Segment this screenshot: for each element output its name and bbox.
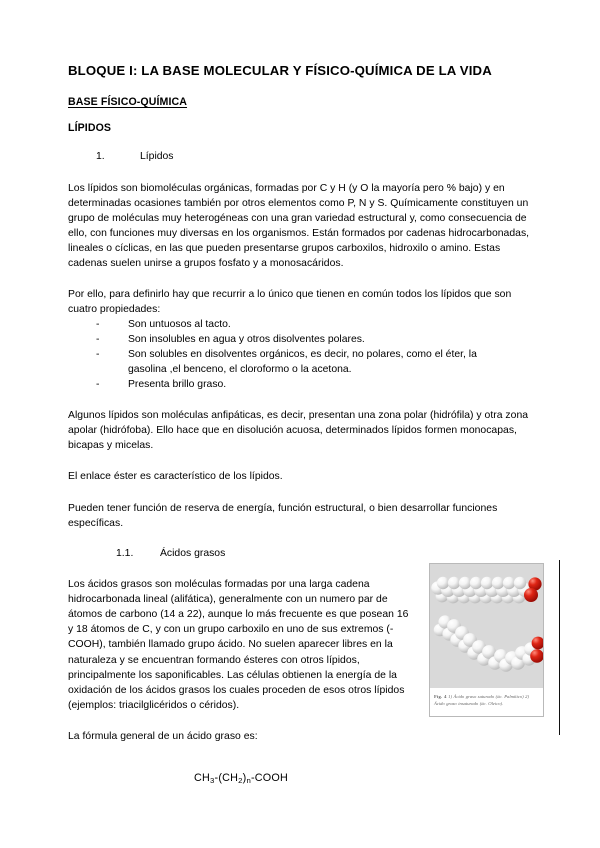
figure-caption-text: 1) Ácido graso saturado (ác. Palmítico) 2) Ácido graso insaturado (ác. Oleico). — [434, 694, 530, 707]
properties-list — [68, 317, 536, 392]
list-bullet-dash: - — [96, 319, 100, 331]
numbered-item-1-1 — [68, 547, 536, 562]
section-heading-base-fisico-quimica: BASE FÍSICO-QUÍMICA — [68, 96, 188, 109]
space-filling-molecule-diagram — [430, 564, 543, 688]
list-item-text: Son insolubles en agua y otros disolventes polares. — [128, 334, 365, 346]
numbered-item-1-number: 1. — [96, 151, 105, 163]
paragraph-enlace-ester: El enlace éster es característico de los lípidos. — [68, 471, 283, 483]
list-item-text: Presenta brillo graso. — [128, 379, 227, 391]
paragraph-cuatro-propiedades: Por ello, para definirlo hay que recurrir a lo único que tienen en común todos los lípidos que son cuatro propiedades: — [68, 289, 512, 316]
numbered-item-1 — [68, 150, 536, 165]
paragraph-acidos-grasos: Los ácidos grasos son moléculas formadas por una larga cadena hidrocarbonada lineal (alifática), generalmente con un numero par de átomos de carbono (14 a 22), aunque lo más frecuente es que posean 16 y 18 átomos de C, y con un grupo carboxilo en uno de sus extremos (-COOH), también llamado grupo ácido. No suelen aparecer libres en la naturaleza y se encuentran formando ésteres con otros lípidos, principalmente los saponificables. Las células obtienen la energía de la oxidación de los ácidos grasos los cuales proceden de esos otros lípidos (ejemplos: triacilglicéridos o céridos). — [68, 579, 409, 711]
paragraph-lipidos-definicion: Los lípidos son biomoléculas orgánicas, formadas por C y H (y O la mayoría pero % bajo) y en determinadas ocasiones también por otros elementos como P, N y S. Químicamente constituyen un grupo de moléculas muy heterogéneas con una gran variedad estructural y, como consecuencia de ello, con funciones muy diversas en los organismos. Están formados por cadenas hidrocarbonadas, lineales o cíclicas, en las que pueden presentarse grupos carboxilos, hidroxilo o amino. Estas cadenas suelen unirse a grupos fosfato y a monosacáridos. — [68, 182, 530, 270]
list-bullet-dash: - — [96, 379, 100, 391]
formula-subscript-3: 3 — [210, 775, 215, 785]
list-item — [96, 347, 536, 377]
acidos-grasos-text-column — [68, 577, 416, 743]
list-item-text: Son untuosos al tacto. — [128, 319, 231, 331]
paragraph-anfipaticas: Algunos lípidos son moléculas anfipáticas, es decir, presentan una zona polar (hidrófila) y otra zona apolar (hidrófoba). Ello hace que en disolución acuosa, determinados lípidos formen monocapas, bicapas y micelas. — [68, 410, 529, 452]
formula-subscript-n: n — [246, 775, 251, 785]
paragraph-formula-intro: La fórmula general de un ácido graso es: — [68, 730, 258, 742]
list-item-text: Son solubles en disolventes orgánicos, es decir, no polares, como el éter, la gasolina ,el benceno, el cloroformo o la acetona. — [128, 349, 477, 376]
formula-part-ch2-open: -(CH — [214, 771, 239, 784]
numbered-item-1-1-number: 1.1. — [116, 547, 134, 559]
list-bullet-dash: - — [96, 334, 100, 346]
figure-image-molecule-models — [430, 564, 543, 688]
list-item — [96, 317, 536, 332]
topic-heading-lipidos: LÍPIDOS — [68, 122, 112, 135]
list-bullet-dash: - — [96, 349, 100, 361]
formula-subscript-2: 2 — [238, 775, 243, 785]
list-item — [96, 377, 536, 392]
formula-part-cooh: -COOH — [250, 771, 288, 784]
page-edge-rule — [559, 560, 560, 735]
figure-caption-label: Fig. 4 — [434, 694, 447, 699]
formula-part-close-paren: ) — [242, 771, 247, 784]
figure-caption — [430, 688, 543, 716]
paragraph-funciones: Pueden tener función de reserva de energía, función estructural, o bien desarrollar funciones específicas. — [68, 502, 498, 529]
chemical-formula-acido-graso — [68, 772, 536, 785]
figure-acidos-grasos — [429, 563, 544, 717]
numbered-item-1-label: Lípidos — [140, 151, 174, 163]
numbered-item-1-1-label: Ácidos grasos — [160, 547, 226, 559]
oxygen-atom — [524, 588, 538, 602]
page-title: BLOQUE I: LA BASE MOLECULAR Y FÍSICO-QUÍMICA DE LA VIDA — [68, 63, 492, 78]
formula-part-ch: CH — [194, 771, 210, 784]
list-item — [96, 332, 536, 347]
